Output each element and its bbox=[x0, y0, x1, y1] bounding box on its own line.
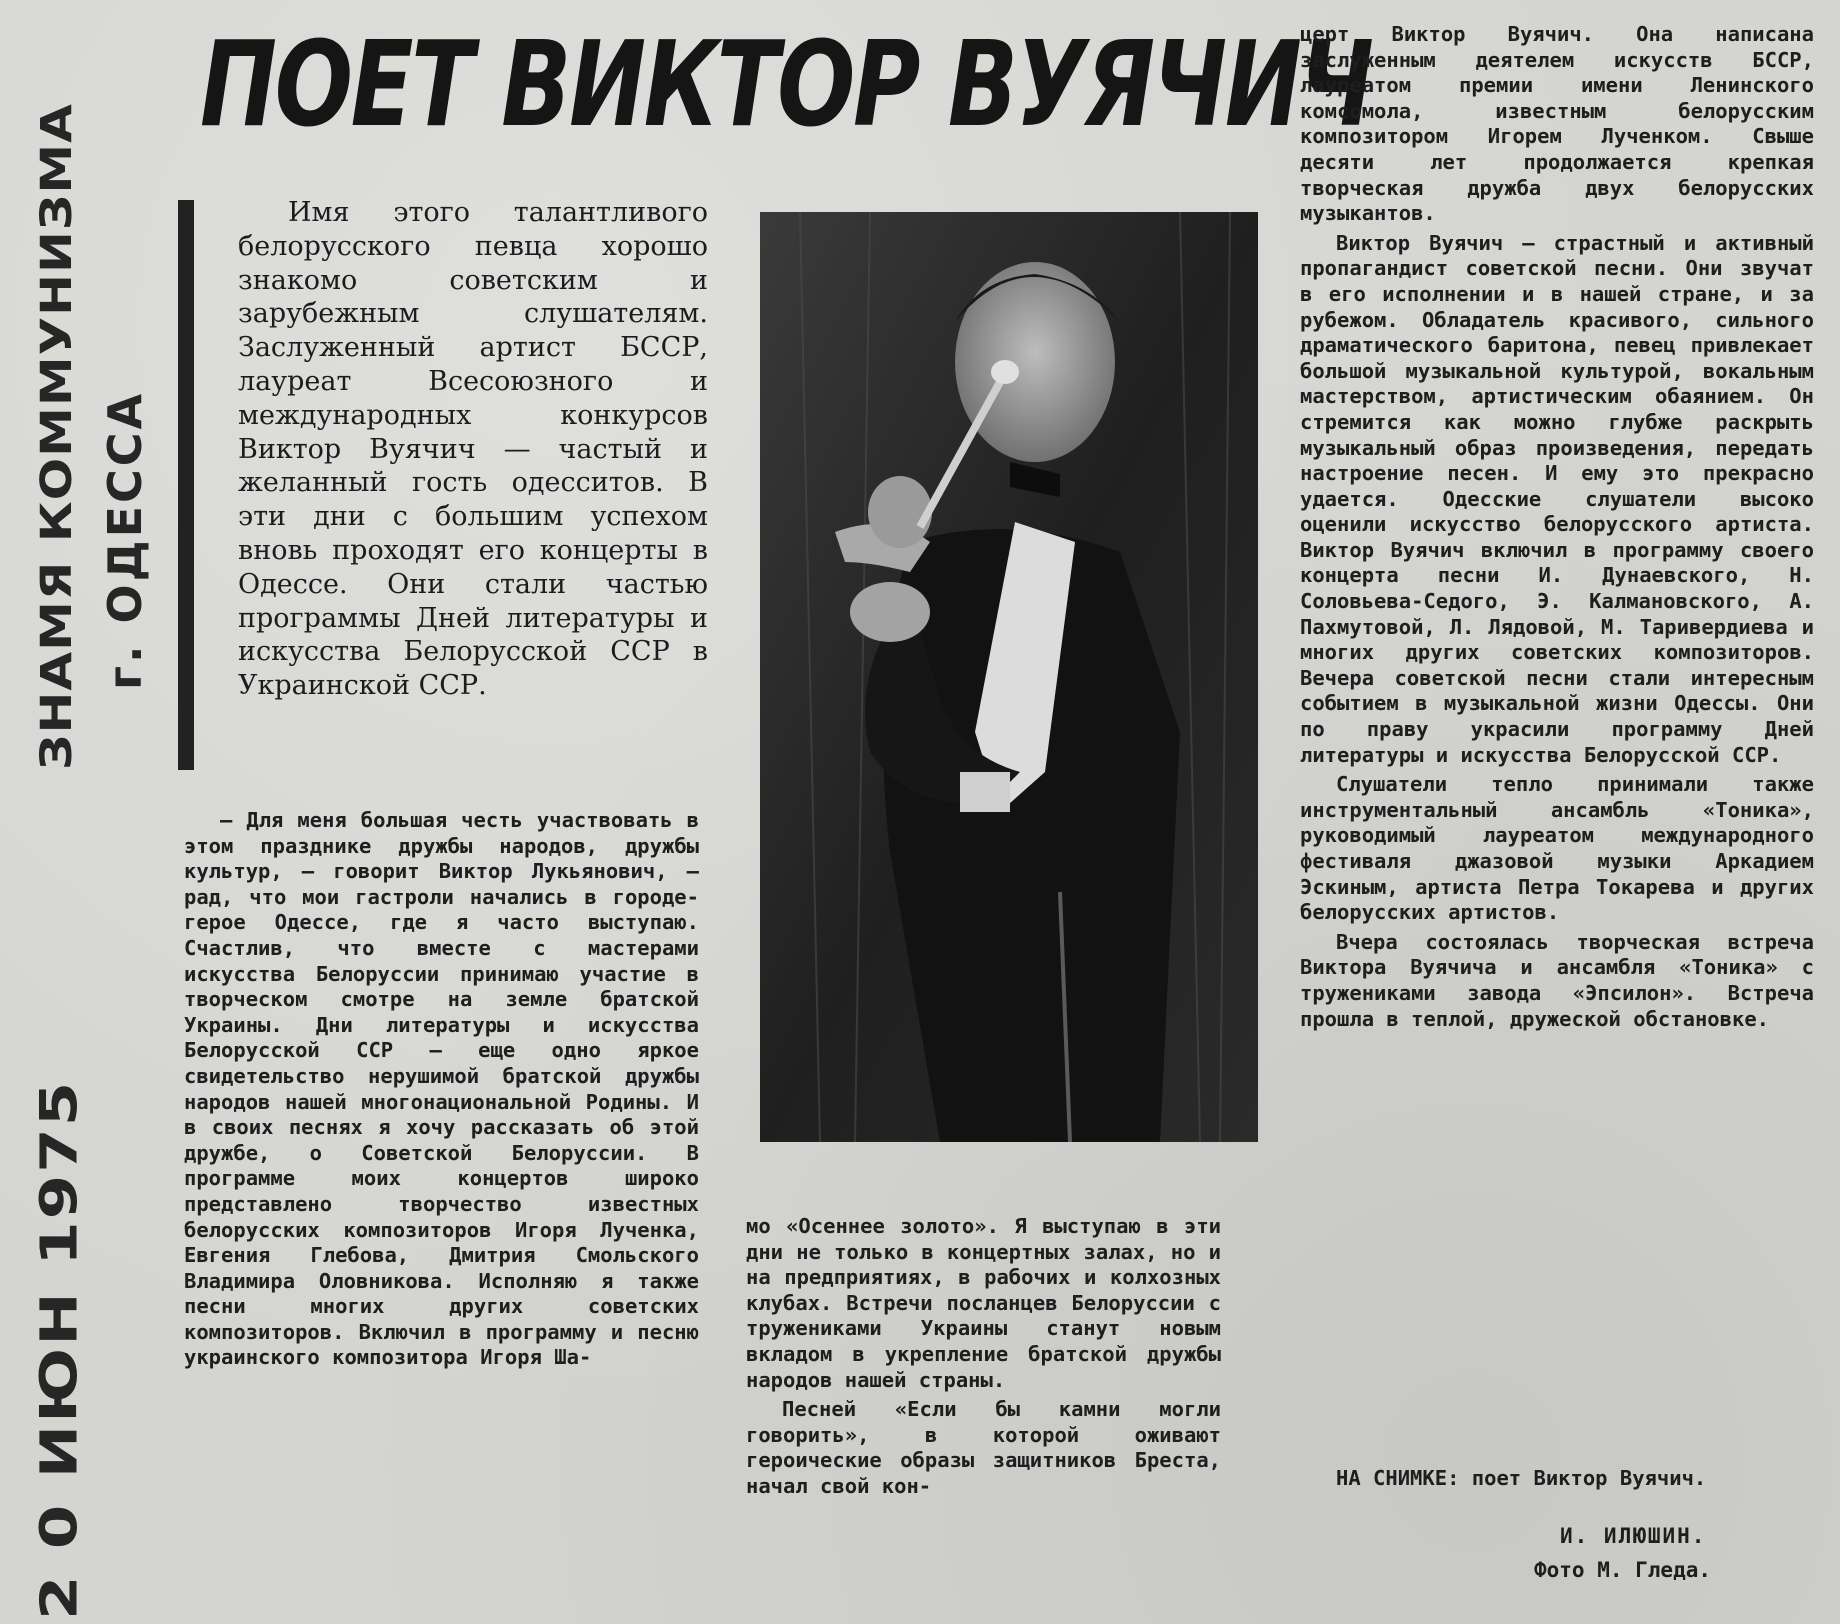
lead-paragraph bbox=[238, 196, 708, 703]
column-3-paragraph-4: Вчера состоялась творческая встреча Виктора Вуячича и ансамбля «Тоника» с тружениками завода «Эпсилон». Встреча прошла в теплой, дружеской обстановке. bbox=[1300, 929, 1814, 1031]
column-3-paragraph-3: Слушатели тепло принимали также инструментальный ансамбль «Тоника», руководимый лауреатом международного фестиваля джазовой музыки Аркадием Эскиным, артиста Петра Токарева и других белорусских артистов. bbox=[1300, 772, 1814, 925]
lead-text: Имя этого талантливого белорусского певца хорошо знакомо советским и зарубежным слушателям. Заслуженный артист БССР, лауреат Всесоюзного и международных конкурсов Виктор Вуячич — частый и желанный гость одесситов. В эти дни с большим успехом вновь проходят его концерты в Одессе. Они стали частью программы Дней литературы и искусства Белорусской ССР в Украинской ССР. bbox=[238, 197, 708, 702]
city-stamp: г. ОДЕССА bbox=[98, 390, 152, 690]
column-3-paragraph-2: Виктор Вуячич — страстный и активный пропагандист советской песни. Они звучат в его исполнении и в нашей стране, и за рубежом. Обладатель красивого, сильного драматического баритона, певец привлекает большой музыкальной культурой, вокальным мастерством, артистическим обаянием. Он стремится как можно глубже раскрыть музыкальный образ произведения, передать настроение песен. И ему это прекрасно удается. Одесские слушатели высоко оценили искусство белорусского артиста. Виктор Вуячич включил в программу своего концерта песни И. Дунаевского, Н. Соловьева-Седого, Э. Калмановского, А. Пахмутовой, Л. Лядовой, М. Таривердиева и многих других советских композиторов. Вечера советской песни стали интересным событием в музыкальной жизни Одессы. Они по праву украсили программу Дней литературы и искусства Белорусской ССР. bbox=[1300, 230, 1814, 767]
article-column-3 bbox=[1300, 22, 1814, 1472]
singer-photo-image bbox=[760, 212, 1258, 1142]
date-stamp: 2 0 ИЮН 1975 bbox=[30, 1079, 90, 1620]
column-3-paragraph-1: церт Виктор Вуячич. Она написана заслуженным деятелем искусств БССР, лауреатом премии имени Ленинского комсомола, известным белорусским композитором Игорем Лученком. Свыше десяти лет продолжается крепкая творческая дружба двух белорусских музыкантов. bbox=[1300, 22, 1814, 226]
photo-credit: Фото М. Гледа. bbox=[1534, 1558, 1712, 1582]
singer-photo bbox=[760, 212, 1258, 1142]
newspaper-name-stamp: ЗНАМЯ КОММУНИЗМА bbox=[32, 103, 82, 770]
column-2-paragraph-1: мо «Осеннее золото». Я выступаю в эти дни не только в концертных залах, но и на предприятиях, в рабочих и колхозных клубах. Встречи посланцев Белоруссии с тружениками Украины станут новым вкладом в укрепление братской дружбы народов нашей страны. bbox=[746, 1214, 1221, 1392]
photo-caption bbox=[1300, 1466, 1814, 1492]
column-2-paragraph-2: Песней «Если бы камни могли говорить», в которой оживают героические образы защитников Бреста, начал свой кон- bbox=[746, 1397, 1221, 1498]
column-1-text: — Для меня большая честь участвовать в этом празднике дружбы народов, дружбы культур, — говорит Виктор Лукьянович, — рад, что мои гастроли начались в городе-герое Одессе, где я часто выступаю. Счастлив, что вместе с мастерами искусства Белоруссии принимаю участие в творческом смотре на земле братской Украины. Дни литературы и искусства Белорусской ССР — еще одно яркое свидетельство нерушимой братской дружбы народов нашей многонациональной Родины. И в своих песнях я хочу рассказать об этой дружбе, о Советской Белоруссии. В программе моих концертов широко представлено творчество известных белорусских композиторов Игоря Лученка, Евгения Глебова, Дмитрия Смольского Владимира Оловникова. Исполняю я также песни многих других советских композиторов. Включил в программу и песню украинского композитора Игоря Ша- bbox=[184, 808, 699, 1370]
article-column-1 bbox=[184, 808, 699, 1590]
lead-vertical-rule bbox=[178, 200, 194, 770]
photo-caption-text: НА СНИМКЕ: поет Виктор Вуячич. bbox=[1336, 1466, 1707, 1490]
article-column-2 bbox=[746, 1214, 1221, 1594]
article-author: И. ИЛЮШИН. bbox=[1560, 1524, 1707, 1548]
article-headline: ПОЕТ ВИКТОР ВУЯЧИЧ bbox=[200, 15, 1372, 153]
